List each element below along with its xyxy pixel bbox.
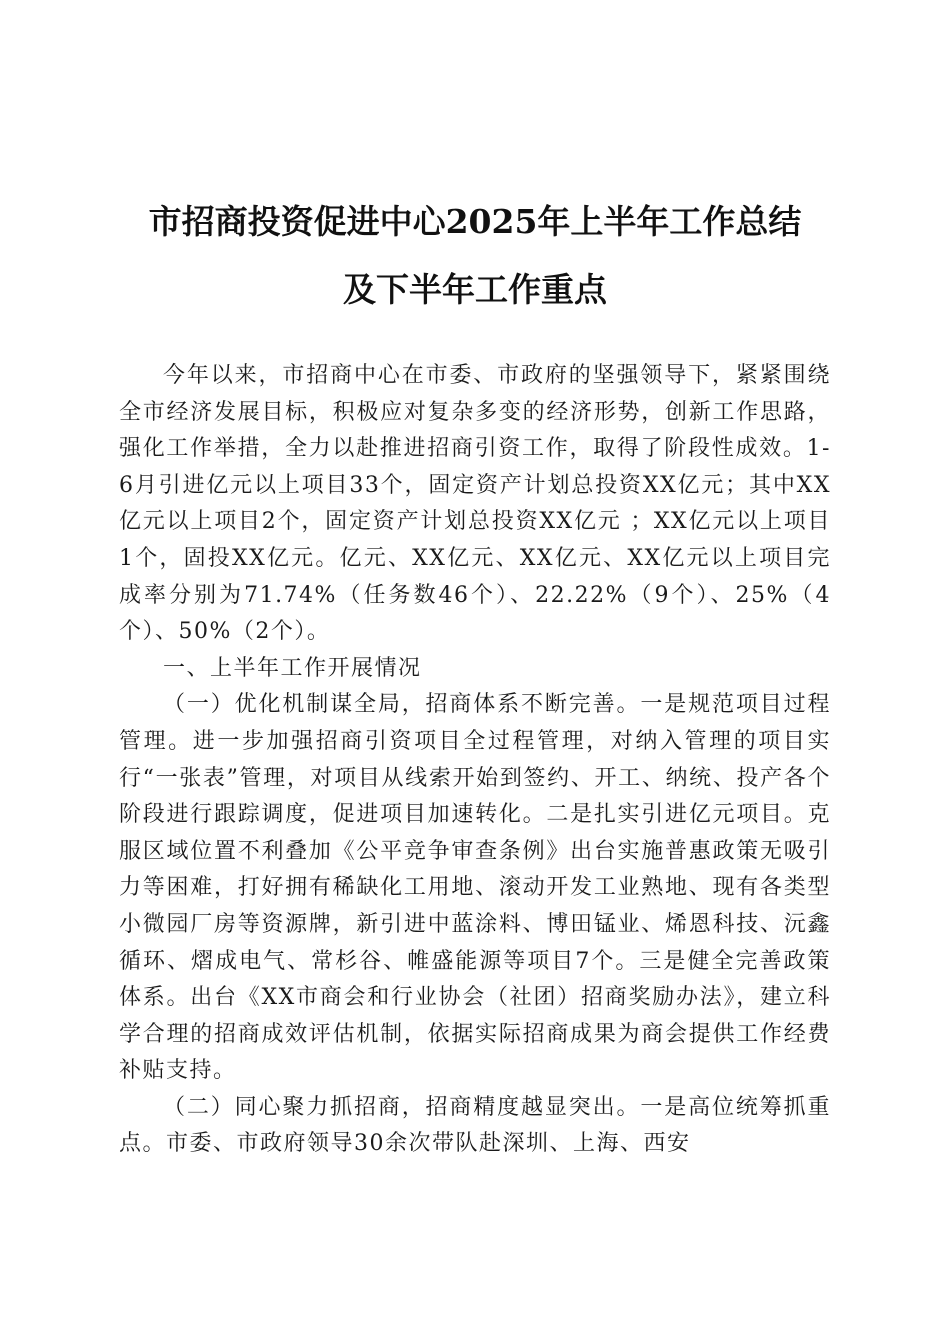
document-body — [119, 358, 831, 1163]
intro-paragraph: 今年以来，市招商中心在市委、市政府的坚强领导下，紧紧围绕全市经济发展目标，积极应对复杂多变的经济形势，创新工作思路，强化工作举措，全力以赴推进招商引资工作，取得了阶段性成效。1-6月引进亿元以上项目33个，固定资产计划总投资XX亿元；其中XX亿元以上项目2个，固定资产计划总投资XX亿元 ；XX亿元以上项目1个，固投XX亿元。亿元、XX亿元、XX亿元、XX亿元以上项目完成率分别为71.74%（任务数46个）、22.22%（9个）、25%（4个）、50%（2个）。 — [119, 363, 831, 645]
subsection-1-paragraph — [119, 687, 831, 1090]
subsection-1-heading: （一）优化机制谋全局，招商体系不断完善。 — [163, 692, 641, 718]
subsection-2-paragraph — [119, 1090, 831, 1163]
subsection-2-heading: （二）同心聚力抓招商，招商精度越显突出。 — [163, 1094, 641, 1120]
subsection-2-text: 一是高位统筹抓重点。市委、市政府领导30余次带队赴深圳、上海、西安 — [119, 1094, 831, 1157]
document-title-line-1: 市招商投资促进中心2025年上半年工作总结 — [148, 202, 802, 241]
document-title-line-2: 及下半年工作重点 — [343, 270, 607, 309]
section-heading-1: 一、上半年工作开展情况 — [163, 655, 422, 681]
subsection-1-text: 一是规范项目过程管理。进一步加强招商引资项目全过程管理，对纳入管理的项目实行“一张表”管理，对项目从线索开始到签约、开工、纳统、投产各个阶段进行跟踪调度，促进项目加速转化。二是扎实引进亿元项目。克服区域位置不利叠加《公平竞争审查条例》出台实施普惠政策无吸引力等困难，打好拥有稀缺化工用地、滚动开发工业熟地、现有各类型小微园厂房等资源牌，新引进中蓝涂料、博田锰业、烯恩科技、沅鑫循环、熠成电气、常杉谷、帷盛能源等项目7个。三是健全完善政策体系。出台《XX市商会和行业协会（社团）招商奖励办法》，建立科学合理的招商成效评估机制，依据实际招商成果为商会提供工作经费补贴支持。 — [119, 692, 831, 1084]
